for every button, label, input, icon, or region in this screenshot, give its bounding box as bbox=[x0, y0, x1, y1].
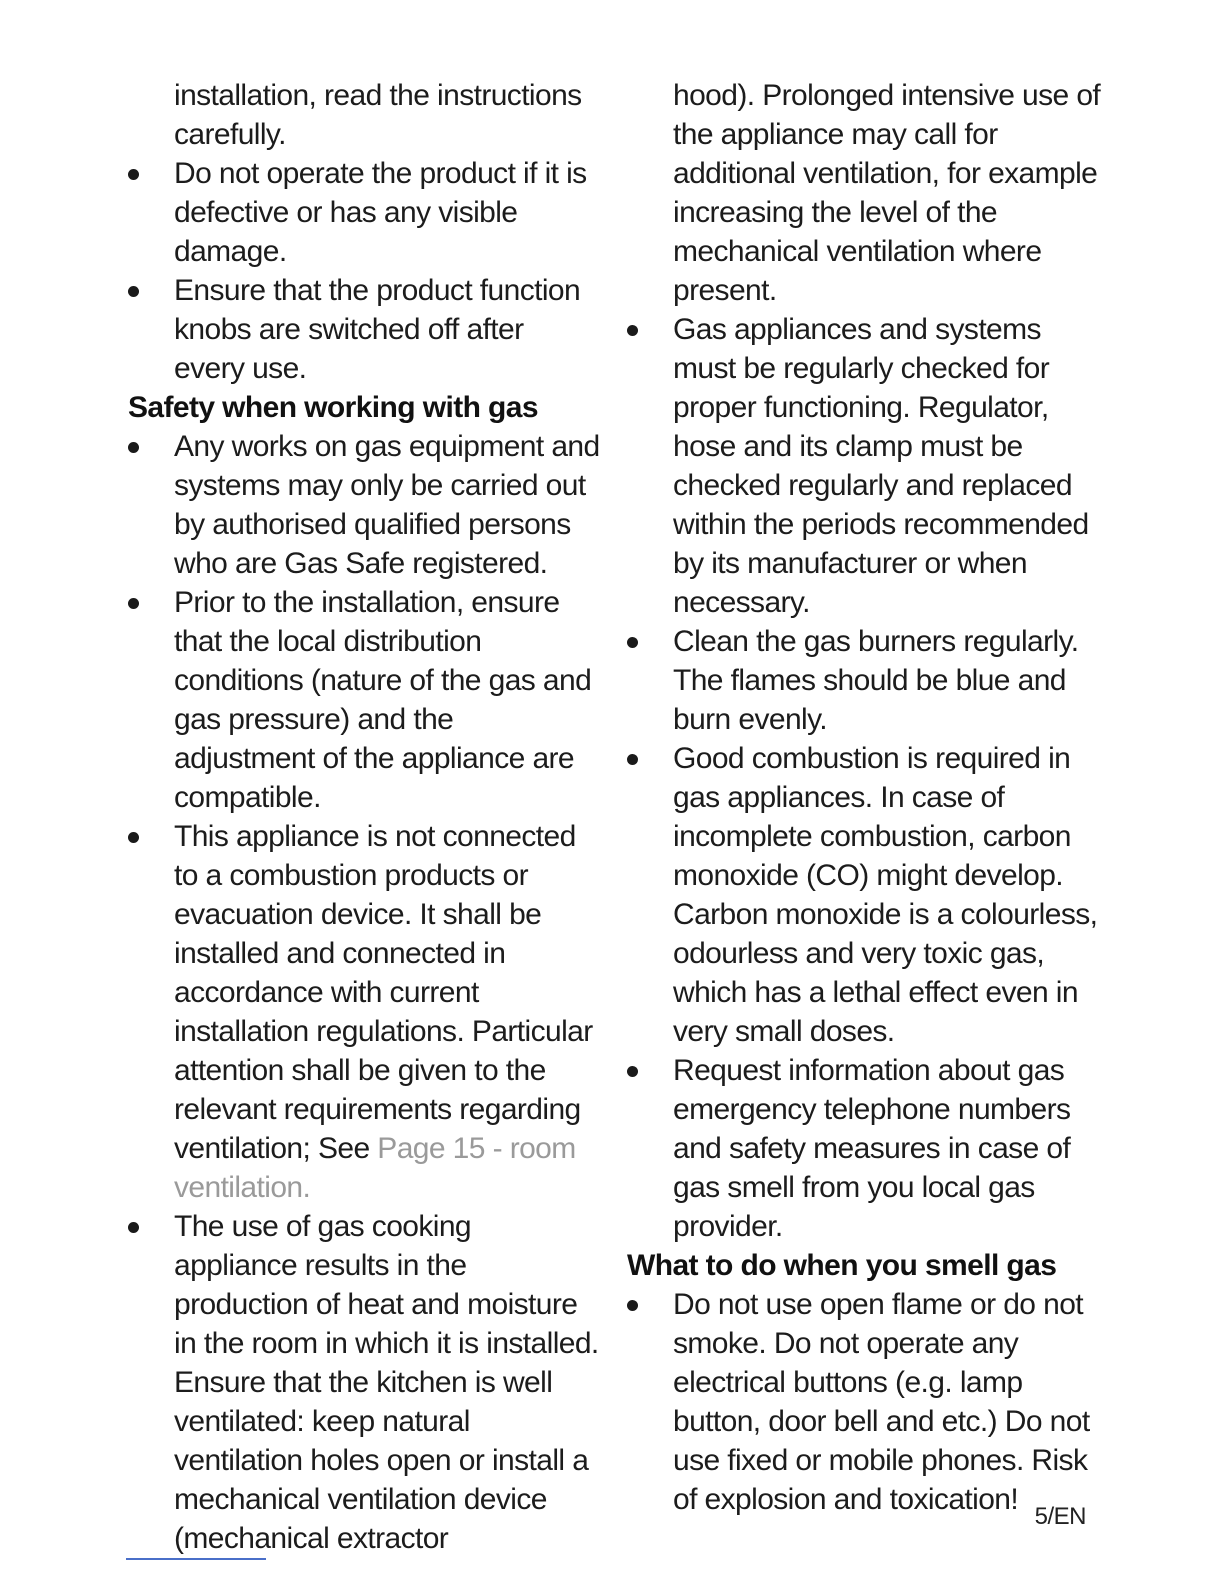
list-item bbox=[128, 817, 600, 1207]
bullet-icon bbox=[627, 325, 638, 336]
list-item bbox=[128, 1207, 600, 1558]
list-item bbox=[128, 427, 600, 583]
bullet-icon bbox=[128, 598, 139, 609]
list-item-text: Good combustion is required in gas appliances. In case of incomplete combustion, carbon monoxide (CO) might develop. Carbon monoxide is a colourless, odourless and very toxic gas, which has a lethal effect even in very small doses. bbox=[673, 742, 1098, 1048]
section-heading-smell-gas: What to do when you smell gas bbox=[627, 1249, 1057, 1282]
list-item bbox=[627, 310, 1102, 622]
list-item bbox=[128, 271, 600, 388]
list-item-text: Do not use open flame or do not smoke. Do not operate any electrical buttons (e.g. lamp button, door bell and etc.) Do not use fixed or mobile phones. Risk of explosion and toxication! bbox=[673, 1288, 1090, 1516]
list-item bbox=[627, 739, 1102, 1051]
bullet-icon bbox=[128, 169, 139, 180]
list-item bbox=[627, 1285, 1102, 1519]
list-item-text: Any works on gas equipment and systems may only be carried out by authorised qualified persons who are Gas Safe registered. bbox=[174, 430, 600, 580]
list-item bbox=[627, 622, 1102, 739]
bullet-icon bbox=[128, 286, 139, 297]
list-item-text: This appliance is not connected to a combustion products or evacuation device. It shall be installed and connected in accordance with current installation regulations. Particular attention shall be given to the relevant requirements regarding ventilation; See bbox=[174, 820, 593, 1165]
right-column bbox=[627, 76, 1102, 1519]
list-item bbox=[128, 583, 600, 817]
continuation-text: hood). Prolonged intensive use of the appliance may call for additional ventilation, for example increasing the level of the mechanical ventilation where present. bbox=[673, 79, 1101, 307]
bullet-icon bbox=[128, 832, 139, 843]
bullet-icon bbox=[627, 1300, 638, 1311]
section-heading-gas-safety: Safety when working with gas bbox=[128, 391, 538, 424]
list-item bbox=[627, 1051, 1102, 1246]
continuation-text: installation, read the instructions carefully. bbox=[174, 79, 582, 151]
bullet-icon bbox=[128, 442, 139, 453]
list-item-text: Do not operate the product if it is defective or has any visible damage. bbox=[174, 157, 587, 268]
bullet-icon bbox=[627, 637, 638, 648]
list-item-text: The use of gas cooking appliance results in the production of heat and moisture in the room in which it is installed. Ensure that the kitchen is well ventilated: keep natural ventilation holes open or install a mechanical ventilation device (mechanical extractor bbox=[174, 1210, 599, 1555]
page-number: 5/EN bbox=[1034, 1503, 1086, 1530]
bullet-icon bbox=[128, 1222, 139, 1233]
list-item-text: Ensure that the product function knobs are switched off after every use. bbox=[174, 274, 581, 385]
bullet-icon bbox=[627, 754, 638, 765]
list-item bbox=[128, 154, 600, 271]
left-column bbox=[128, 76, 600, 1558]
footer-divider bbox=[126, 1558, 266, 1560]
list-item-text: Request information about gas emergency telephone numbers and safety measures in case of gas smell from you local gas provider. bbox=[673, 1054, 1071, 1243]
list-item-text: Prior to the installation, ensure that the local distribution conditions (nature of the gas and gas pressure) and the adjustment of the appliance are compatible. bbox=[174, 586, 592, 814]
page-reference-link[interactable]: Page 15 - room ventilation. bbox=[174, 1132, 576, 1204]
list-item-text: Clean the gas burners regularly. The flames should be blue and burn evenly. bbox=[673, 625, 1079, 736]
list-item-text: Gas appliances and systems must be regularly checked for proper functioning. Regulator, hose and its clamp must be checked regularly and replaced within the periods recommended by its manufacturer or when necessary. bbox=[673, 313, 1089, 619]
bullet-icon bbox=[627, 1066, 638, 1077]
